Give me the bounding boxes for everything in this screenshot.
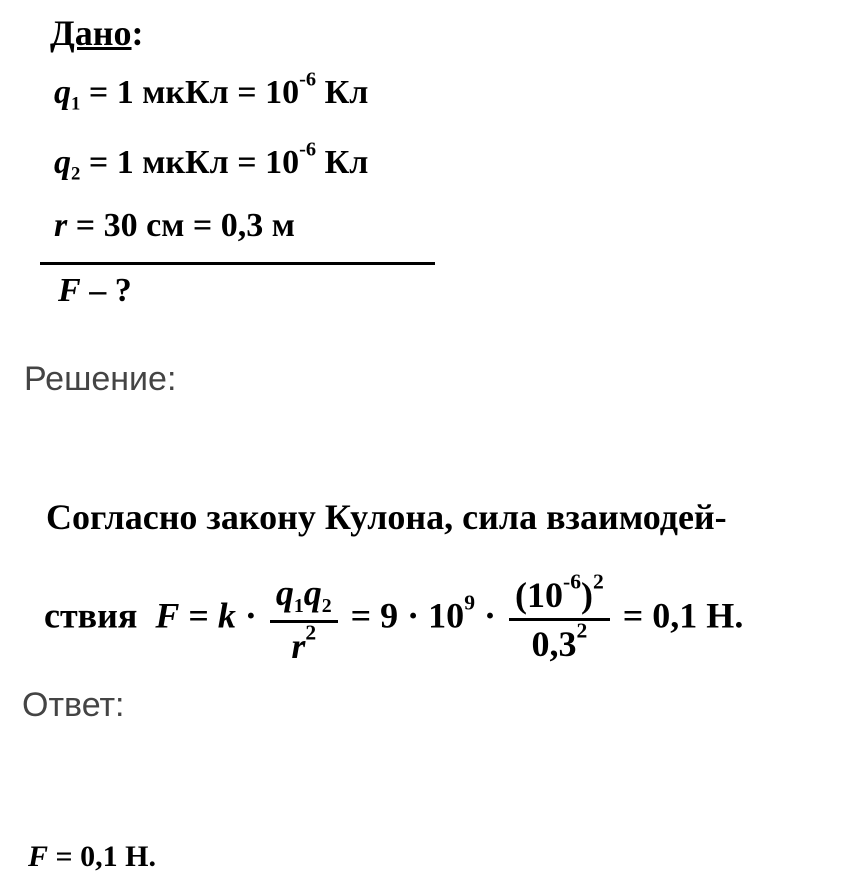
formula-prefix: ствия	[44, 595, 138, 636]
formula-constant: = 9 · 10	[341, 595, 465, 636]
q1-index: 1	[71, 93, 81, 115]
numeric-den-base: 0,3	[531, 623, 577, 664]
given-q1	[54, 68, 369, 116]
formula-result: = 0,1 Н.	[613, 595, 744, 636]
formula-eq1: =	[179, 595, 218, 636]
num-q2-index: 2	[321, 594, 332, 617]
numeric-numerator	[509, 569, 610, 621]
q2-value: = 1 мкКл = 10	[80, 144, 300, 181]
given-colon: :	[131, 13, 144, 53]
given-title	[50, 12, 144, 54]
q2-exponent: -6	[299, 138, 317, 161]
answer-result: = 0,1 Н.	[48, 840, 156, 873]
given-label: Дано	[50, 13, 132, 53]
numeric-num-base: (10	[515, 574, 563, 615]
solution-text-line1: Согласно закону Кулона, сила взаимодей-	[46, 497, 727, 537]
given-divider	[40, 262, 435, 265]
numeric-denominator	[509, 618, 610, 665]
coulomb-numerator	[270, 572, 338, 623]
numeric-num-exp: -6	[563, 569, 581, 594]
q2-index: 2	[71, 163, 81, 185]
numeric-num-power: 2	[593, 569, 604, 594]
num-q1: q	[275, 573, 294, 613]
formula-k: k	[217, 595, 236, 636]
given-q2	[54, 138, 369, 186]
r-symbol: r	[54, 207, 68, 244]
formula-dot1: ·	[235, 595, 266, 636]
q1-exponent: -6	[299, 68, 317, 91]
numeric-den-power: 2	[576, 618, 588, 643]
num-q1-index: 1	[293, 594, 304, 617]
den-r: r	[291, 625, 306, 666]
q1-value: = 1 мкКл = 10	[80, 74, 300, 111]
q1-symbol: q	[54, 74, 71, 111]
find-symbol: F	[58, 272, 81, 309]
find-question: – ?	[80, 272, 132, 309]
solution-formula-line	[44, 569, 744, 667]
num-q2: q	[303, 573, 322, 613]
formula-constant-exp: 9	[464, 590, 475, 615]
r-value: = 30 см = 0,3 м	[67, 207, 295, 244]
numeric-num-close: )	[581, 574, 593, 615]
answer-value	[28, 840, 156, 874]
q1-unit: Кл	[316, 74, 369, 111]
numeric-fraction	[509, 569, 610, 665]
coulomb-denominator	[270, 620, 338, 667]
answer-heading: Ответ:	[22, 686, 125, 724]
solution-heading: Решение:	[24, 360, 177, 398]
given-r	[54, 207, 295, 245]
q2-symbol: q	[54, 144, 71, 181]
den-r-power: 2	[305, 620, 317, 645]
find-quantity	[58, 272, 132, 310]
formula-dot2: ·	[474, 595, 505, 636]
answer-symbol: F	[28, 840, 49, 873]
coulomb-fraction	[270, 572, 338, 667]
q2-unit: Кл	[316, 144, 369, 181]
formula-F: F	[155, 595, 180, 636]
